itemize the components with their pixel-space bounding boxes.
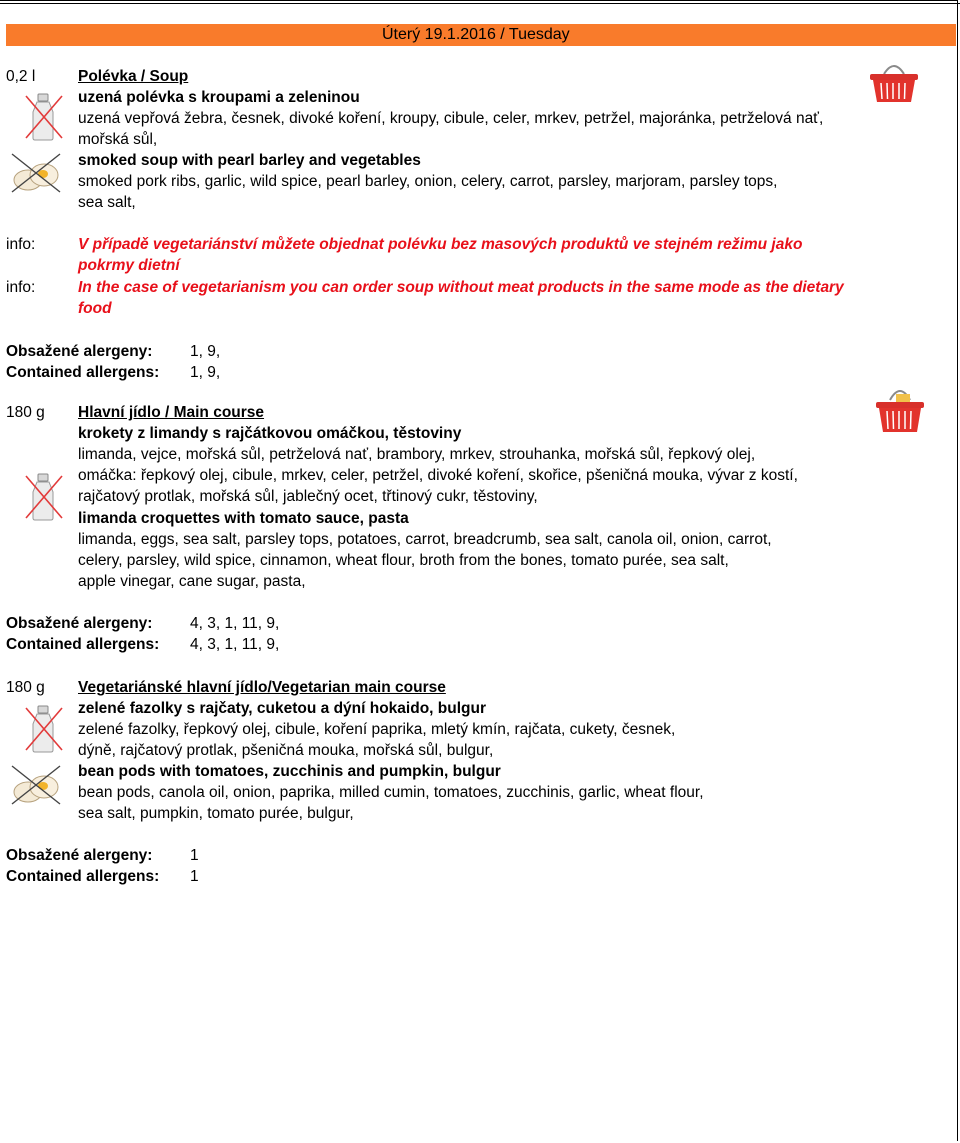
main-allergens-en-value: 4, 3, 1, 11, 9, bbox=[190, 636, 280, 653]
main-ingredients-cz-line2: omáčka: řepkový olej, cibule, mrkev, celer, petržel, divoké koření, skořice, pšeničná mouka, vývar z kostí, bbox=[78, 467, 798, 484]
no-milk-icon bbox=[22, 472, 66, 522]
main-ingredients-en-line2: celery, parsley, wild spice, cinnamon, wheat flour, broth from the bones, tomato purée, sea salt, bbox=[78, 552, 729, 569]
soup-name-cz: uzená polévka s kroupami a zeleninou bbox=[78, 89, 360, 106]
main-allergens-cz-label: Obsažené alergeny: bbox=[6, 615, 153, 632]
main-amount: 180 g bbox=[6, 404, 45, 421]
basket-icon bbox=[872, 384, 928, 436]
no-milk-icon bbox=[22, 704, 66, 754]
main-ingredients-en-line1: limanda, eggs, sea salt, parsley tops, potatoes, carrot, breadcrumb, sea salt, canola oil, onion, carrot, bbox=[78, 531, 772, 548]
veg-ingredients-cz-line1: zelené fazolky, řepkový olej, cibule, koření paprika, mletý kmín, rajčata, cukety, česnek, bbox=[78, 721, 676, 738]
soup-ingredients-en-line2: sea salt, bbox=[78, 194, 136, 211]
main-ingredients-cz-line3: rajčatový protlak, mořská sůl, jablečný ocet, třtinový cukr, těstoviny, bbox=[78, 488, 538, 505]
soup-allergens-cz-label: Obsažené alergeny: bbox=[6, 343, 153, 360]
basket-icon bbox=[866, 60, 922, 106]
veg-amount: 180 g bbox=[6, 679, 45, 696]
soup-section-title: Polévka / Soup bbox=[78, 68, 189, 85]
main-name-cz: krokety z limandy s rajčátkovou omáčkou, těstoviny bbox=[78, 425, 462, 442]
soup-ingredients-en-line1: smoked pork ribs, garlic, wild spice, pearl barley, onion, celery, carrot, parsley, marjoram, parsley tops, bbox=[78, 173, 778, 190]
no-egg-icon bbox=[8, 762, 64, 808]
veg-ingredients-en-line2: sea salt, pumpkin, tomato purée, bulgur, bbox=[78, 805, 354, 822]
veg-allergens-cz-value: 1 bbox=[190, 847, 199, 864]
main-ingredients-en-line3: apple vinegar, cane sugar, pasta, bbox=[78, 573, 306, 590]
main-section-title: Hlavní jídlo / Main course bbox=[78, 404, 265, 421]
veg-section-title: Vegetariánské hlavní jídlo/Vegetarian main course bbox=[78, 679, 446, 696]
veg-allergens-en-label: Contained allergens: bbox=[6, 868, 160, 885]
veg-ingredients-cz-line2: dýně, rajčatový protlak, pšeničná mouka, mořská sůl, bulgur, bbox=[78, 742, 494, 759]
menu-date: Úterý 19.1.2016 / Tuesday bbox=[382, 26, 570, 43]
soup-info-en-line1: In the case of vegetarianism you can order soup without meat products in the same mode as the dietary bbox=[78, 279, 844, 296]
soup-info-cz-line1: V případě vegetariánství můžete objednat polévku bez masových produktů ve stejném režimu jako bbox=[78, 236, 803, 253]
soup-info-label-en: info: bbox=[6, 279, 36, 296]
soup-allergens-en-value: 1, 9, bbox=[190, 364, 221, 381]
soup-ingredients-cz-line1: uzená vepřová žebra, česnek, divoké koření, kroupy, cibule, celer, mrkev, petržel, majoránka, petrželová nať, bbox=[78, 110, 824, 127]
veg-ingredients-en-line1: bean pods, canola oil, onion, paprika, milled cumin, tomatoes, zucchinis, garlic, wheat flour, bbox=[78, 784, 704, 801]
veg-allergens-en-value: 1 bbox=[190, 868, 199, 885]
veg-allergens-cz-label: Obsažené alergeny: bbox=[6, 847, 153, 864]
main-ingredients-cz-line1: limanda, vejce, mořská sůl, petrželová nať, brambory, mrkev, strouhanka, mořská sůl, řepkový olej, bbox=[78, 446, 756, 463]
main-allergens-en-label: Contained allergens: bbox=[6, 636, 160, 653]
soup-amount: 0,2 l bbox=[6, 68, 36, 85]
soup-allergens-en-label: Contained allergens: bbox=[6, 364, 160, 381]
top-rule bbox=[0, 3, 960, 4]
soup-info-label-cz: info: bbox=[6, 236, 36, 253]
main-name-en: limanda croquettes with tomato sauce, pasta bbox=[78, 510, 409, 527]
veg-name-cz: zelené fazolky s rajčaty, cuketou a dýní hokaido, bulgur bbox=[78, 700, 486, 717]
no-milk-icon bbox=[22, 92, 66, 142]
soup-info-cz-line2: pokrmy dietní bbox=[78, 257, 180, 274]
no-egg-icon bbox=[8, 150, 64, 196]
soup-name-en: smoked soup with pearl barley and vegetables bbox=[78, 152, 421, 169]
soup-ingredients-cz-line2: mořská sůl, bbox=[78, 131, 158, 148]
main-allergens-cz-value: 4, 3, 1, 11, 9, bbox=[190, 615, 280, 632]
soup-allergens-cz-value: 1, 9, bbox=[190, 343, 221, 360]
veg-name-en: bean pods with tomatoes, zucchinis and pumpkin, bulgur bbox=[78, 763, 501, 780]
soup-info-en-line2: food bbox=[78, 300, 112, 317]
